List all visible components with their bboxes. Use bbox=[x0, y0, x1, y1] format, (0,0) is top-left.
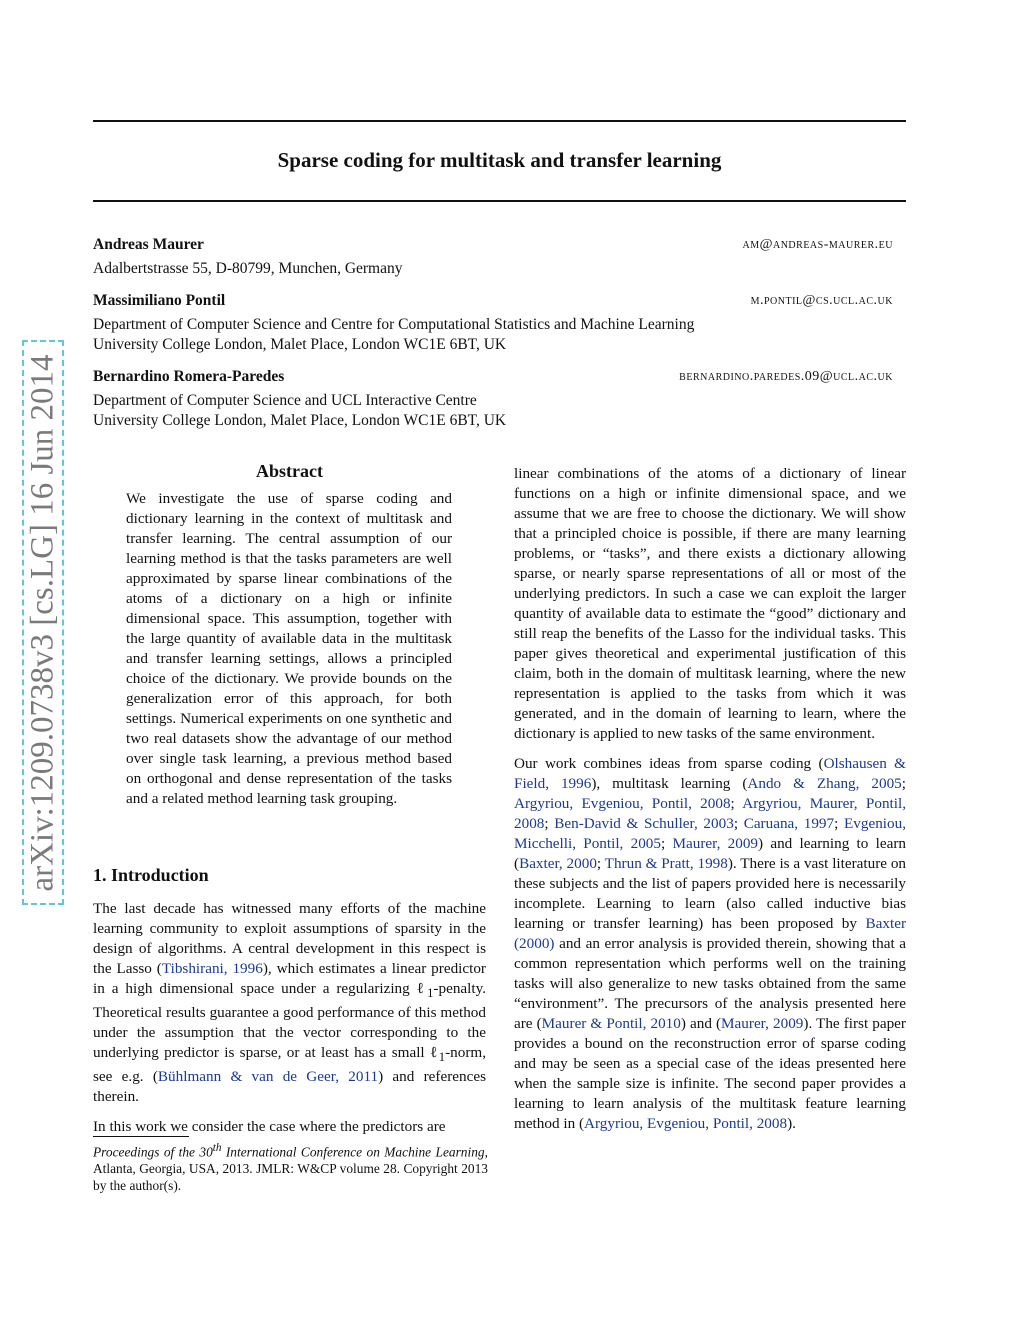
footnote-rule bbox=[93, 1136, 189, 1137]
citation-link[interactable]: Argyriou, Evgeniou, Pontil, 2008 bbox=[514, 795, 731, 812]
intro-paragraph-2-start: In this work we consider the case where the predictors are bbox=[93, 1118, 446, 1136]
author-affiliation: Department of Computer Science and Centre for Computational Statistics and Machine Learning bbox=[93, 316, 695, 333]
author-affiliation: University College London, Malet Place, London WC1E 6BT, UK bbox=[93, 336, 507, 353]
intro-paragraph-3: Our work combines ideas from sparse coding (Olshausen & Field, 1996), multitask learning (Ando & Zhang, 2005; Argyriou, Evgeniou, Pontil, 2008; Argyriou, Maurer, Pontil, 2008; Ben-David & Schuller, 2003; Caruana, 1997; Evgeniou, Micchelli, Pontil, 2005; Maurer, 2009) and learning to learn (Baxter, 2000; Thrun & Pratt, 1998). There is a vast literature on these subjects and the list of papers provided here is necessarily incomplete. Learning to learn (also called inductive bias learning or transfer learning) has been proposed by Baxter (2000) and an error analysis is provided therein, showing that a common representation which performs well on the training tasks will also generalize to new tasks obtained from the same “environment”. The precursors of the analysis presented here are (Maurer & Pontil, 2010) and (Maurer, 2009). The first paper provides a bound on the reconstruction error of sparse coding and may be seen as a special case of the ideas presented here when the sample size is infinite. The second paper provides a learning to learn analysis of the multitask feature learning method in (Argyriou, Evgeniou, Pontil, 2008). bbox=[514, 755, 907, 1132]
citation-link[interactable]: Thrun & Pratt, 1998 bbox=[604, 855, 728, 872]
citation-link[interactable]: Argyriou, Maurer, Pontil, 2008 bbox=[514, 795, 906, 832]
author-affiliation: University College London, Malet Place, London WC1E 6BT, UK bbox=[93, 412, 507, 429]
title-bottom-rule bbox=[93, 200, 906, 202]
citation-link[interactable]: Ando & Zhang, 2005 bbox=[747, 775, 902, 792]
citation-link[interactable]: Maurer & Pontil, 2010 bbox=[541, 1015, 681, 1032]
citation-link[interactable]: Evgeniou, Micchelli, Pontil, 2005 bbox=[514, 815, 906, 852]
author-block-1 bbox=[93, 235, 893, 279]
author-name: Massimiliano Pontil bbox=[93, 292, 226, 309]
arxiv-id: arXiv:1209.0738v3 [cs.LG] 16 Jun 2014 bbox=[24, 353, 61, 892]
citation-link[interactable]: Ben-David & Schuller, 2003 bbox=[554, 815, 734, 832]
paper-title: Sparse coding for multitask and transfer learning bbox=[277, 148, 722, 172]
author-affiliation: Adalbertstrasse 55, D-80799, Munchen, Germany bbox=[93, 260, 403, 277]
author-email: m.pontil@cs.ucl.ac.uk bbox=[750, 293, 893, 308]
citation-link[interactable]: Olshausen & Field, 1996 bbox=[514, 755, 906, 792]
author-email: am@andreas-maurer.eu bbox=[742, 237, 893, 252]
citation-link[interactable]: Caruana, 1997 bbox=[743, 815, 835, 832]
right-column bbox=[514, 464, 906, 1134]
title-top-rule bbox=[93, 120, 906, 122]
citation-link[interactable]: Maurer, 2009 bbox=[721, 1015, 804, 1032]
section-heading-introduction: 1. Introduction bbox=[93, 865, 209, 885]
footnote: Proceedings of the 30th International Conference on Machine Learning, Atlanta, Georgia, USA, 2013. JMLR: W&CP volume 28. Copyright 2013 by the author(s). bbox=[93, 1142, 488, 1194]
author-name: Andreas Maurer bbox=[93, 236, 204, 253]
author-email: bernardino.paredes.09@ucl.ac.uk bbox=[679, 369, 893, 384]
citation-link[interactable]: Argyriou, Evgeniou, Pontil, 2008 bbox=[584, 1115, 788, 1132]
abstract-heading: Abstract bbox=[256, 461, 323, 481]
arxiv-stamp bbox=[22, 340, 64, 905]
intro-paragraph-2-continued: linear combinations of the atoms of a dictionary of linear functions on a high or infinite dimensional space, and we assume that we are free to choose the dictionary. We will show that a principled choice is possible, if there are many learning problems, or “tasks”, and there exists a dictionary allowing sparse, or nearly sparse representations of all or most of the underlying predictors. In such a case we can exploit the larger quantity of available data to estimate the “good” dictionary and still reap the benefits of the Lasso for the individual tasks. This paper gives theoretical and experimental justification of this claim, both in the domain of multitask learning, where the new representation is applied to the tasks from which it was generated, and in the domain of learning to learn, where the dictionary is applied to new tasks of the same environment. bbox=[514, 465, 906, 742]
author-name: Bernardino Romera-Paredes bbox=[93, 368, 285, 385]
citation-link[interactable]: Baxter (2000) bbox=[514, 915, 906, 952]
intro-column bbox=[93, 899, 486, 1137]
citation-link[interactable]: Baxter, 2000 bbox=[519, 855, 597, 872]
abstract-text: We investigate the use of sparse coding and dictionary learning in the context of multitask and transfer learning. The central assumption of our learning method is that the tasks parameters are well approximated by sparse linear combinations of the atoms of a dictionary on a high or infinite dimensional space. This assumption, together with the large quantity of available data in the multitask and transfer learning settings, allows a principled choice of the dictionary. We provide bounds on the generalization error of this approach, for both settings. Numerical experiments on one synthetic and two real datasets show the advantage of our method over single task learning, a previous method based on orthogonal and dense representation of the tasks and a related method learning task grouping. bbox=[126, 490, 452, 807]
author-block-3 bbox=[93, 367, 893, 431]
citation-link[interactable]: Maurer, 2009 bbox=[672, 835, 759, 852]
author-affiliation: Department of Computer Science and UCL Interactive Centre bbox=[93, 392, 477, 409]
citation-link[interactable]: Bühlmann & van de Geer, 2011 bbox=[157, 1068, 379, 1086]
author-block-2 bbox=[93, 291, 893, 355]
intro-paragraph-1: The last decade has witnessed many efforts of the machine learning community to exploit assumptions of sparsity in the design of algorithms. A central development in this respect is the Lasso (Tibshirani, 1996), which estimates a linear predictor in a high dimensional space under a regularizing ℓ$_1$-penalty. Theoretical results guarantee a good performance of this method under the assumption that the vector corresponding to the underlying predictor is sparse, or at least has a small ℓ$_1$-norm, see e.g. (Bühlmann & van de Geer, 2011) and references therein. bbox=[93, 900, 486, 1106]
citation-link[interactable]: Tibshirani, 1996 bbox=[161, 960, 263, 977]
